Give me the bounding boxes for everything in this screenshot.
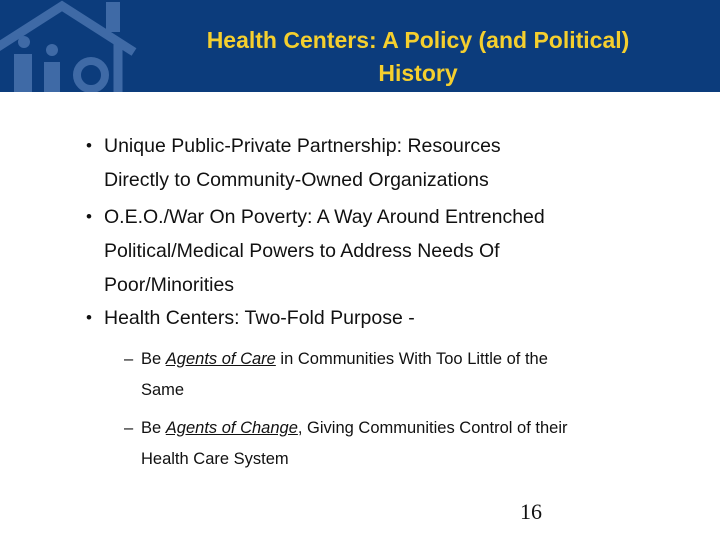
sub-bullet-prefix: Be [141,350,166,368]
sub-bullet-item [124,413,681,475]
sub-bullet-dash: – [124,350,134,368]
sub-bullet-text-line: Same [141,381,185,399]
sub-bullet-emphasis: Agents of Change [165,419,298,437]
bullet-dot: • [86,207,92,226]
sub-bullet-dash: – [124,419,134,437]
bullet-dot: • [86,136,92,155]
sub-bullet-item [124,344,681,406]
sub-bullet-suffix: in Communities With Too Little of the [275,350,548,368]
page-number: 16 [520,499,542,524]
sub-bullet-prefix: Be [141,419,166,437]
sub-bullet-emphasis: Agents of Care [165,350,276,368]
slide-title-line-2: History [378,60,458,86]
house-people-logo-icon [0,0,140,92]
title-banner [0,0,720,92]
bullet-text-line: Directly to Community-Owned Organizations [104,169,489,191]
sub-bullet-text-line [141,413,681,444]
bullet-item [86,301,674,335]
slide-title [140,24,696,90]
sub-bullet-suffix: , Giving Communities Control of their [297,419,568,437]
bullet-text-line: Poor/Minorities [104,274,235,296]
sub-bullet-text-line: Health Care System [141,450,289,468]
slide-title-line-1: Health Centers: A Policy (and Political) [206,27,630,53]
sub-bullet-text-line [141,344,681,375]
bullet-item [86,200,674,302]
bullet-text-line: O.E.O./War On Poverty: A Way Around Entrenched [104,206,545,228]
bullet-dot: • [86,308,92,327]
bullet-item [86,129,674,197]
bullet-text-line: Political/Medical Powers to Address Needs Of [104,240,500,262]
bullet-text-line: Health Centers: Two-Fold Purpose - [104,307,415,329]
bullet-text-line: Unique Public-Private Partnership: Resources [104,135,501,157]
